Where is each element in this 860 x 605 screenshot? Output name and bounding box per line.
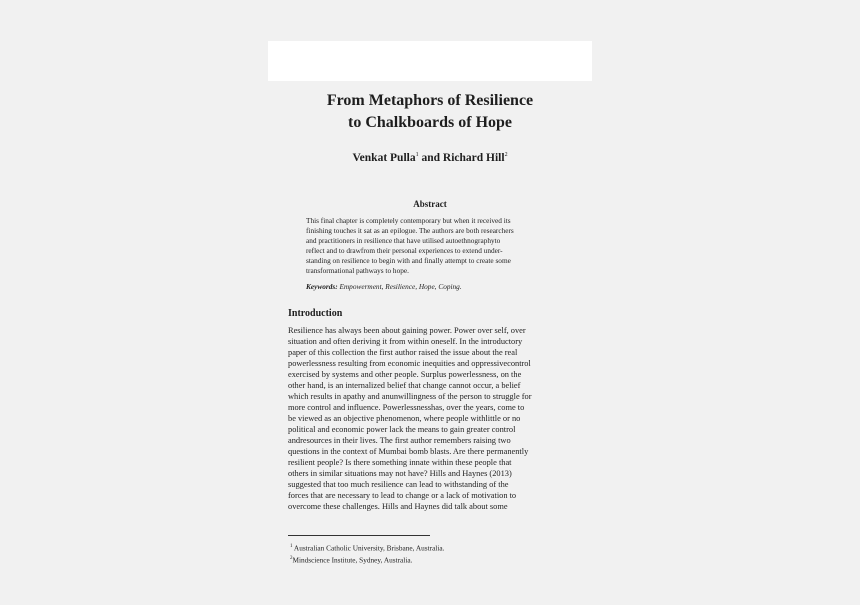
body-text-line: andresources in their lives. The first author remembers raising two xyxy=(288,436,511,445)
author-2-name: Richard Hill xyxy=(442,151,505,164)
paper-title-line-2: to Chalkboards of Hope xyxy=(347,114,513,131)
body-text-line: Resilience has always been about gaining power. Power over self, over xyxy=(288,326,526,335)
author-joiner: and xyxy=(418,151,443,164)
introduction-heading: Introduction xyxy=(288,308,343,319)
abstract-line: This final chapter is completely contemporary but when it received its xyxy=(306,216,511,225)
footnote-1 xyxy=(290,542,444,552)
body-text-line: be viewed as an objective phenomenon, where people withlittle or no xyxy=(288,414,521,423)
footnote-2-text: Mindscience Institute, Sydney, Australia. xyxy=(292,555,413,565)
footnote-1-text: Australian Catholic University, Brisbane, Australia. xyxy=(292,543,445,553)
abstract-line: transformational pathways to hope. xyxy=(306,266,409,275)
body-text-line: which results in apathy and anunwillingness of the person to struggle for xyxy=(288,392,532,401)
abstract-line: reflect and to drawfrom their personal experiences to extend under- xyxy=(306,246,503,255)
author-1-footnote-mark: 1 xyxy=(415,152,419,158)
body-text-line: suggested that too much resilience can lead to withstanding of the xyxy=(288,480,509,489)
abstract-line: standing on resilience to begin with and finally attempt to create some xyxy=(306,256,511,265)
author-1-name: Venkat Pulla xyxy=(352,151,416,164)
body-text-line: powerlessness resulting from economic inequities and oppressivecontrol xyxy=(288,359,531,368)
abstract-heading: Abstract xyxy=(413,199,447,209)
footnote-divider xyxy=(288,535,430,536)
body-text-line: questions in the context of Mumbai bomb blasts. Are there permanently xyxy=(288,447,529,456)
keywords-text: Empowerment, Resilience, Hope, Coping. xyxy=(337,282,462,291)
body-text-line: others in similar situations may not have? Hills and Haynes (2013) xyxy=(288,469,512,478)
body-text-line: more control and influence. Powerlessnesshas, over the years, come to xyxy=(288,403,525,412)
top-white-strip xyxy=(268,41,592,81)
paper-title-line-1: From Metaphors of Resilience xyxy=(326,92,534,109)
body-text-line: forces that are necessary to lead to change or a lack of motivation to xyxy=(288,491,517,500)
keywords-line xyxy=(306,282,556,291)
body-text-line: paper of this collection the first author raised the issue about the real xyxy=(288,348,518,357)
body-text-line: overcome these challenges. Hills and Haynes did talk about some xyxy=(288,502,508,511)
footnote-2 xyxy=(290,554,412,564)
body-text-line: other hand, is an internalized belief that change cannot occur, a belief xyxy=(288,381,521,390)
body-text-line: political and economic power lack the means to gain greater control xyxy=(288,425,516,434)
author-line xyxy=(268,148,592,165)
footnote-1-mark: 1 xyxy=(290,544,293,549)
body-text-line: resilient people? Is there something innate within these people that xyxy=(288,458,512,467)
document-page xyxy=(268,81,592,605)
keywords-label: Keywords: xyxy=(306,282,338,291)
abstract-line: and practitioners in resilience that have utilised autoethnographyto xyxy=(306,236,501,245)
footnote-2-mark: 2 xyxy=(290,556,293,561)
abstract-line: finishing touches it sat as an epilogue. The authors are both researchers xyxy=(306,226,514,235)
body-text-line: situation and often deriving it from within oneself. In the introductory xyxy=(288,337,523,346)
author-2-footnote-mark: 2 xyxy=(504,152,508,158)
body-text-line: exercised by systems and other people. Surplus powerlessness, on the xyxy=(288,370,522,379)
